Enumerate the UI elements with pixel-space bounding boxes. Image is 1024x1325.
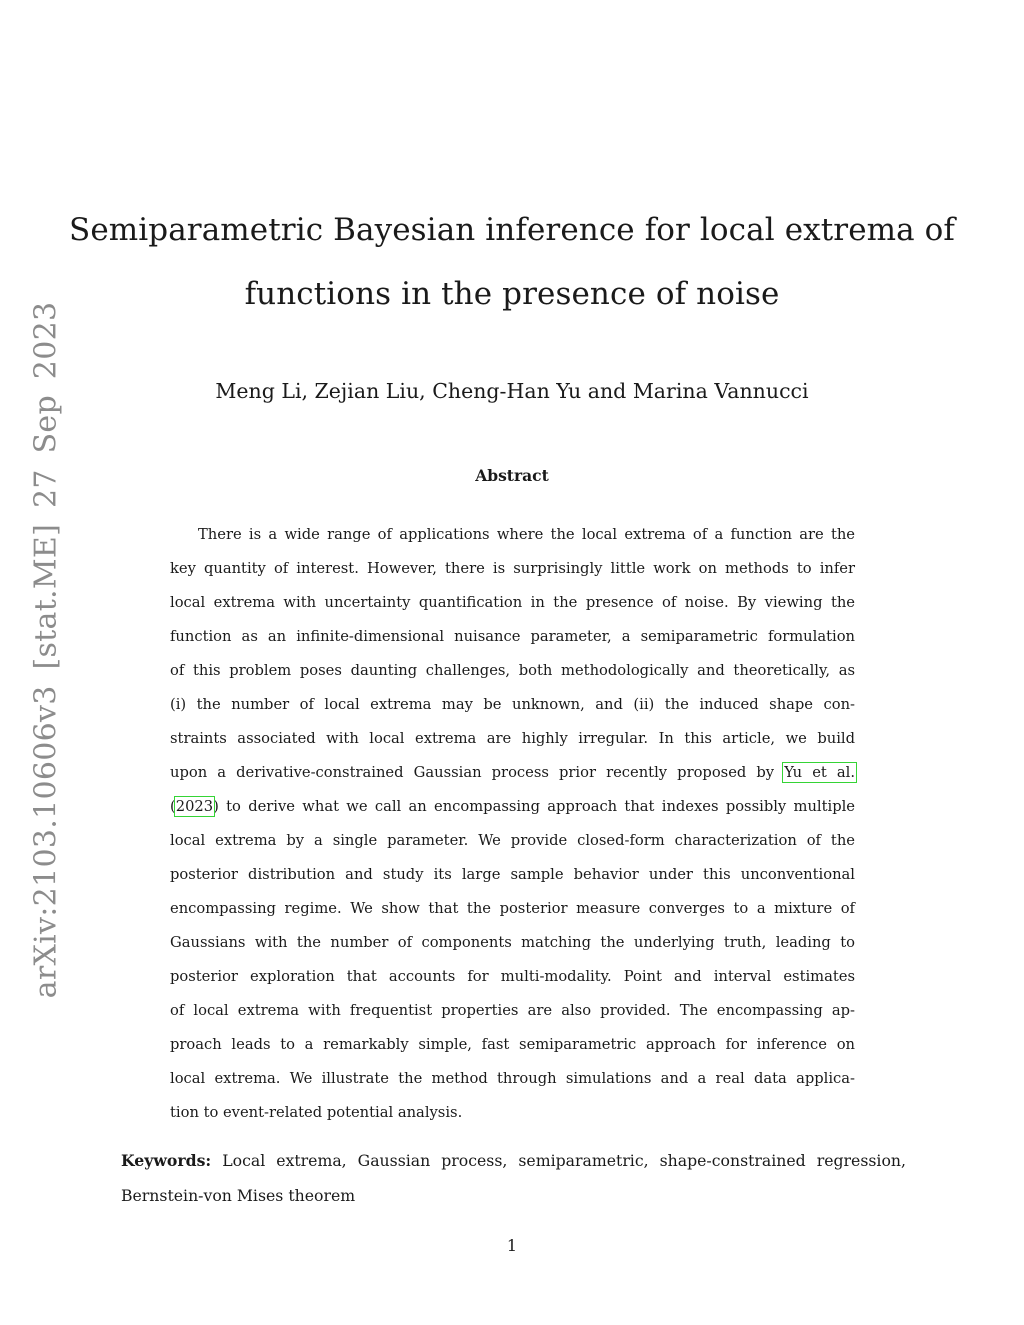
abstract-line: local extrema. We illustrate the method through simulations and a real data applica- xyxy=(170,1070,855,1087)
abstract-line: function as an infinite-dimensional nuisance parameter, a semiparametric formulation xyxy=(170,628,855,645)
paper-title xyxy=(0,198,1024,326)
abstract-line: Gaussians with the number of components matching the underlying truth, leading to xyxy=(170,934,855,951)
author-list: Meng Li, Zejian Liu, Cheng-Han Yu and Marina Vannucci xyxy=(215,379,809,403)
abstract-text-fragment: upon a derivative-constrained Gaussian process prior recently proposed by xyxy=(170,764,775,781)
abstract-line: (i) the number of local extrema may be unknown, and (ii) the induced shape con- xyxy=(170,696,855,713)
abstract-line: tion to event-related potential analysis. xyxy=(170,1104,463,1121)
abstract-line xyxy=(170,756,855,790)
abstract-line: proach leads to a remarkably simple, fast semiparametric approach for inference on xyxy=(170,1036,855,1053)
abstract-line: There is a wide range of applications where the local extrema of a function are the xyxy=(198,526,855,543)
keywords-text: Local extrema, Gaussian process, semiparametric, shape-constrained regression, xyxy=(222,1151,906,1170)
abstract-line: key quantity of interest. However, there is surprisingly little work on methods to infer xyxy=(170,560,855,577)
citation-link-year[interactable]: 2023 xyxy=(175,798,214,815)
abstract-line: straints associated with local extrema are highly irregular. In this article, we build xyxy=(170,730,855,747)
abstract-text-fragment: ) to derive what we call an encompassing approach that indexes possibly multiple xyxy=(213,798,855,815)
abstract-line: of local extrema with frequentist properties are also provided. The encompassing ap- xyxy=(170,1002,855,1019)
abstract-line: of this problem poses daunting challenges, both methodologically and theoretically, as xyxy=(170,662,855,679)
keywords-section xyxy=(121,1143,906,1213)
page-number: 1 xyxy=(506,1236,518,1255)
abstract-line: local extrema by a single parameter. We provide closed-form characterization of the xyxy=(170,832,855,849)
title-line: Semiparametric Bayesian inference for local extrema of xyxy=(68,212,956,248)
citation-link-authors[interactable]: Yu et al. xyxy=(784,764,856,781)
abstract-line: posterior exploration that accounts for multi-modality. Point and interval estimates xyxy=(170,968,855,985)
abstract-line xyxy=(170,790,855,824)
abstract-line: encompassing regime. We show that the posterior measure converges to a mixture of xyxy=(170,900,855,917)
abstract-line: local extrema with uncertainty quantification in the presence of noise. By viewing the xyxy=(170,594,855,611)
keywords-line: Bernstein-von Mises theorem xyxy=(121,1186,356,1205)
abstract-body xyxy=(170,518,855,1130)
title-line: functions in the presence of noise xyxy=(244,276,780,312)
abstract-heading: Abstract xyxy=(475,466,549,485)
keywords-label: Keywords: xyxy=(121,1151,212,1170)
arxiv-identifier: arXiv:2103.10606v3 [stat.ME] 27 Sep 2023 xyxy=(28,301,64,999)
keywords-line xyxy=(121,1143,906,1178)
abstract-text-fragment: ( xyxy=(170,798,176,815)
abstract-line: posterior distribution and study its large sample behavior under this unconventional xyxy=(170,866,855,883)
